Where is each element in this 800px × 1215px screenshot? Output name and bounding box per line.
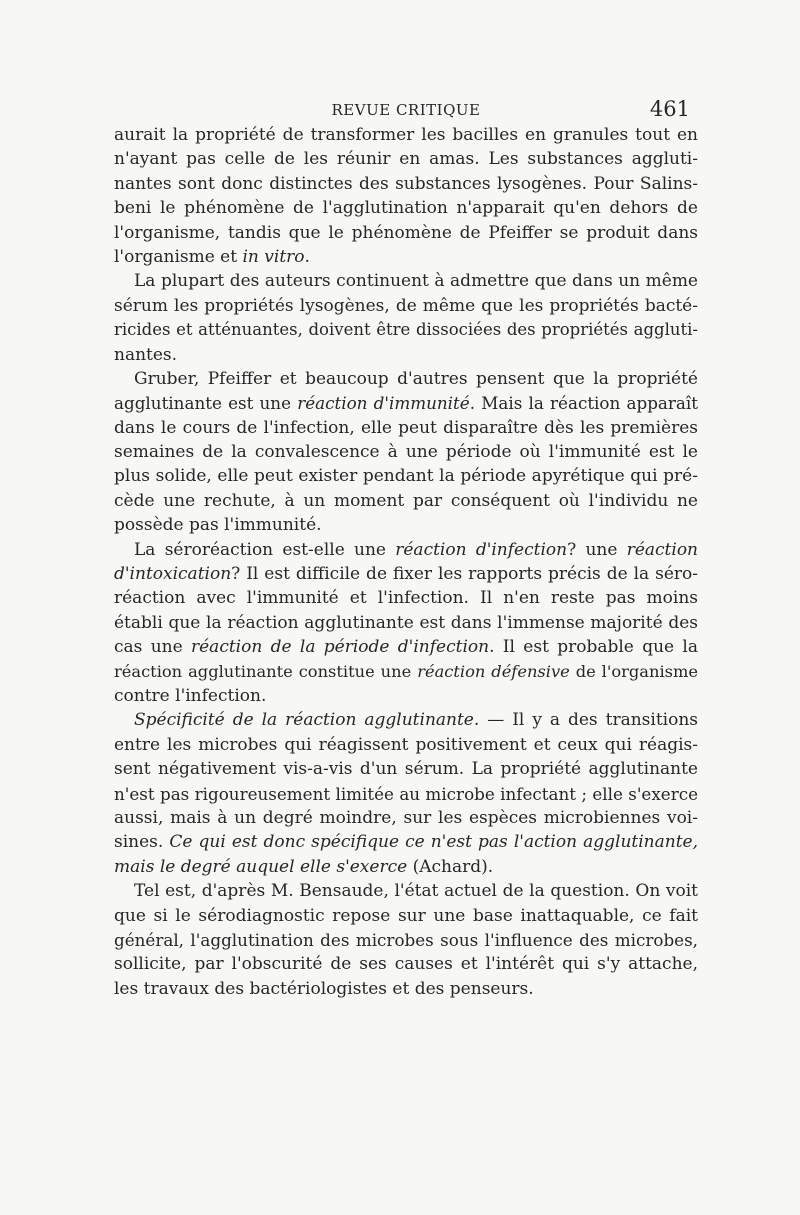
text-segment: agglutinante est une [114,393,298,414]
text-segment: (Achard). [407,856,494,877]
text-line [114,904,698,928]
italic-text: réaction défensive [417,661,570,681]
text-line [114,221,698,245]
text-line [114,391,698,415]
text-segment: ? une [567,539,627,560]
text-segment: . Mais la réaction apparaît [469,393,698,414]
text-segment: beni le phénomène de l'agglutination n'apparait qu'en dehors de [114,198,698,219]
text-line [114,635,698,659]
italic-text: réaction d'infection [395,539,568,560]
text-line [114,196,698,220]
text-line [114,123,698,147]
text-line [114,757,698,781]
text-segment: les travaux des bactériologistes et des penseurs. [114,978,534,999]
text-line [114,586,698,610]
text-line [114,513,698,537]
text-segment: nantes sont donc distinctes des substances lysogènes. Pour Salins- [114,173,698,194]
body-text [114,123,698,1001]
text-line [114,343,698,367]
text-line [114,830,698,854]
text-segment: — Il y a des transitions [479,710,698,731]
text-segment: que si le sérodiagnostic repose sur une base inattaquable, ce fait [114,905,698,926]
italic-text: Spécificité de la réaction agglutinante. [134,710,480,731]
text-segment: . [304,246,310,267]
text-line [114,782,698,806]
text-line [114,538,698,562]
text-segment: aurait la propriété de transformer les bacilles en granules tout en [114,125,698,145]
text-line [114,367,698,391]
text-segment: possède pas l'immunité. [114,515,322,536]
text-line [114,269,698,293]
text-segment: n'est pas rigoureusement limitée au microbe infectant ; elle s'exerce [114,783,698,804]
text-segment: entre les microbes qui réagissent positivement et ceux qui réagis- [114,734,698,755]
text-segment: aussi, mais à un degré moindre, sur les espèces microbiennes voi- [114,807,698,828]
text-segment: contre l'infection. [114,685,267,706]
text-segment: cède une rechute, à un moment par conséquent où l'individu ne [114,490,698,511]
text-line [114,440,698,464]
text-line [114,464,698,488]
text-line [114,855,698,879]
text-line [114,294,698,318]
text-segment: établi que la réaction agglutinante est dans l'immense majorité des [114,612,698,633]
text-segment: sérum les propriétés lysogènes, de même que les propriétés bacté- [114,295,698,316]
text-line [114,318,698,342]
text-line [114,416,698,440]
text-line [114,660,698,684]
italic-text: mais le degré auquel elle s'exerce [114,856,408,877]
text-segment: Gruber, Pfeiffer et beaucoup d'autres pensent que la propriété [134,368,698,389]
text-segment: nantes. [114,344,178,365]
text-line [114,952,698,976]
text-segment: Tel est, d'après M. Bensaude, l'état actuel de la question. On voit [134,881,698,902]
text-line [114,245,698,269]
text-line [114,684,698,708]
text-segment: de l'organisme [569,661,698,681]
text-segment: La séroréaction est-elle une [134,539,396,560]
text-line [114,708,698,732]
text-line [114,879,698,903]
italic-text: réaction [626,539,698,560]
text-segment: sollicite, par l'obscurité de ses causes et l'intérêt qui s'y attache, [114,954,698,975]
italic-text: réaction de la période d'infection [191,637,490,658]
text-line [114,806,698,830]
text-segment: réaction avec l'immunité et l'infection. Il n'en reste pas moins [114,588,698,609]
text-segment: l'organisme et [114,246,243,267]
text-segment: semaines de la convalescence à une période où l'immunité est le [114,442,698,463]
text-segment: n'ayant pas celle de les réunir en amas. Les substances aggluti- [114,149,698,170]
text-line [114,562,698,586]
text-line [114,611,698,635]
text-line [114,489,698,513]
text-segment: réaction agglutinante constitue une [114,661,418,681]
italic-text: in vitro [242,246,305,267]
text-segment: sines. [114,832,170,853]
text-segment: La plupart des auteurs continuent à admettre que dans un même [134,271,698,292]
text-segment: général, l'agglutination des microbes sous l'influence des microbes, [114,929,698,950]
text-line [114,977,698,1001]
italic-text: d'intoxication [114,564,232,585]
text-line [114,733,698,757]
text-segment: plus solide, elle peut exister pendant la période apyrétique qui pré- [114,466,698,487]
italic-text: Ce qui est donc spécifique ce n'est pas l'action agglutinante, [169,832,698,853]
text-segment: dans le cours de l'infection, elle peut disparaître dès les premières [114,417,698,438]
text-segment: . Il est probable que la [489,637,698,658]
text-line [114,172,698,196]
text-line [114,928,698,952]
text-segment: cas une [114,637,191,658]
running-title: REVUE CRITIQUE [331,101,481,119]
text-segment: ricides et atténuantes, doivent être dissociées des propriétés aggluti- [114,320,698,340]
italic-text: réaction d'immunité [297,393,470,414]
text-segment: ? Il est difficile de fixer les rapports précis de la séro- [231,564,698,585]
text-segment: sent négativement vis-a-vis d'un sérum. La propriété agglutinante [114,759,698,780]
page-number: 461 [649,97,690,121]
text-segment: l'organisme, tandis que le phénomène de Pfeiffer se produit dans [114,222,698,243]
text-line [114,147,698,171]
